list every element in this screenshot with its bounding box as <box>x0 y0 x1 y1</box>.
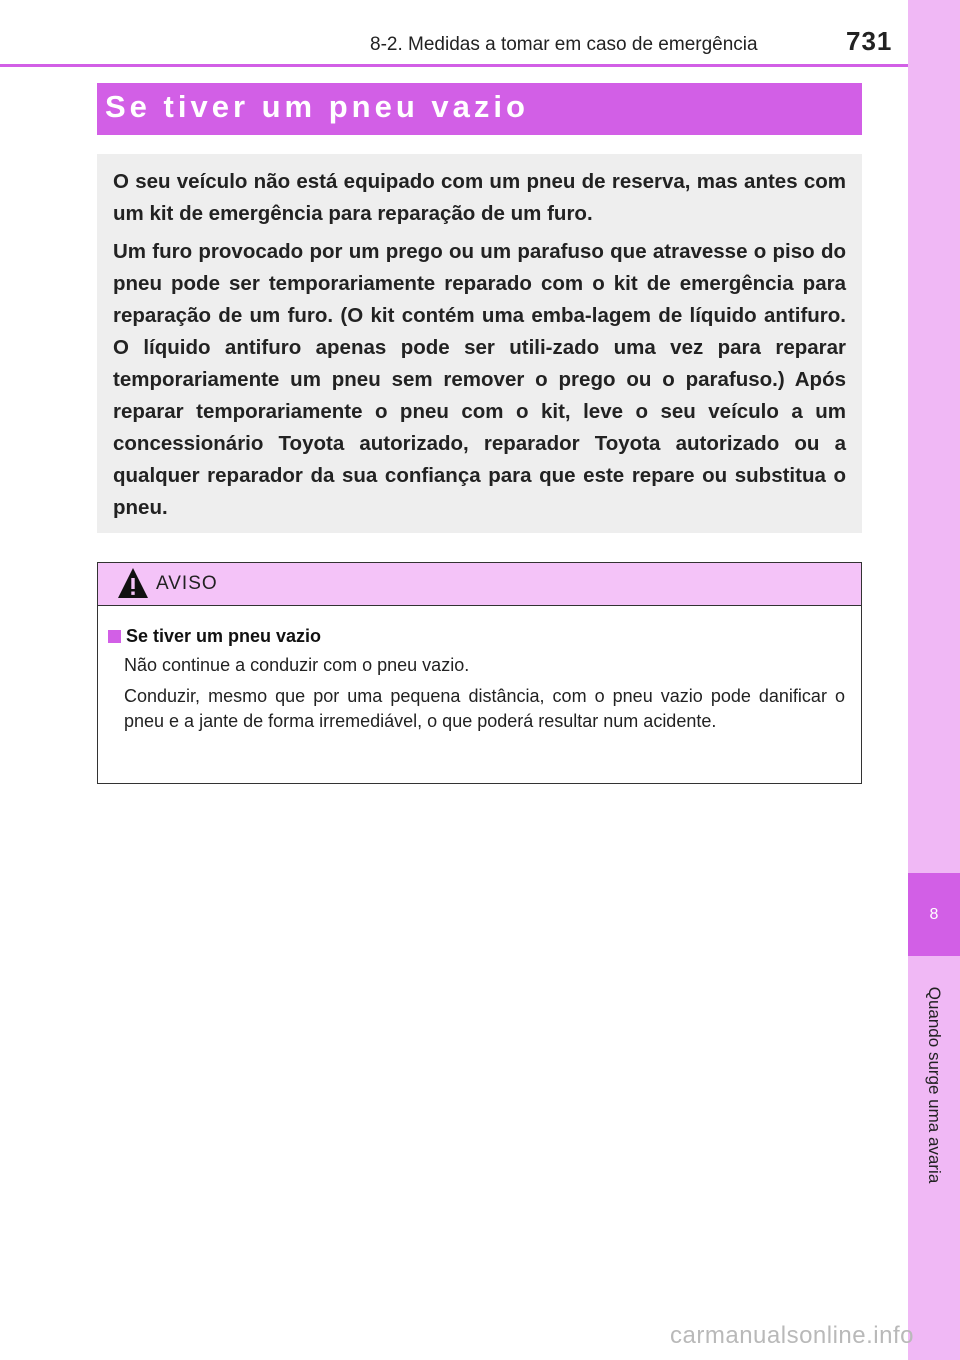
chapter-title: Quando surge uma avaria <box>925 986 944 1184</box>
warning-body <box>98 606 861 734</box>
section-title-bar <box>97 83 862 135</box>
section-title: Se tiver um pneu vazio <box>105 89 529 124</box>
chapter-number: 8 <box>929 905 939 923</box>
chapter-number-box <box>908 873 960 956</box>
warning-line: Conduzir, mesmo que por uma pequena distância, com o pneu vazio pode danificar o pneu e a jante de forma irremediável, o que poderá resultar num acidente. <box>124 686 845 731</box>
summary-paragraph: O seu veículo não está equipado com um pneu de reserva, mas antes com um kit de emergência para reparação de um furo. <box>113 170 846 225</box>
watermark-text: carmanualsonline.info <box>670 1322 914 1349</box>
warning-triangle-icon <box>116 565 150 606</box>
warning-heading-text: Se tiver um pneu vazio <box>126 626 322 646</box>
warning-header <box>98 563 861 606</box>
page-number: 731 <box>846 26 893 56</box>
header-section-title: 8-2. Medidas a tomar em caso de emergência <box>370 34 758 55</box>
square-bullet-icon <box>108 630 121 643</box>
header-rule <box>0 64 908 67</box>
warning-line: Não continue a conduzir com o pneu vazio. <box>124 655 470 675</box>
warning-label: AVISO <box>156 573 218 594</box>
warning-box <box>97 562 862 784</box>
summary-paragraph: Um furo provocado por um prego ou um parafuso que atravesse o piso do pneu pode ser temporariamente reparado com o kit de emergência para reparação de um furo. (O kit contém uma emba-lagem de líquido antifuro. O líquido antifuro apenas pode ser utili-zado uma vez para reparar temporariamente um pneu sem remover o prego ou o parafuso.) Após reparar temporariamente o pneu com o kit, leve o seu veículo a um concessionário Toyota autorizado, reparador Toyota autorizado ou a qualquer reparador da sua confiança para que este repare ou substitua o pneu. <box>113 240 846 519</box>
summary-box <box>97 154 862 533</box>
warning-heading <box>108 626 845 647</box>
